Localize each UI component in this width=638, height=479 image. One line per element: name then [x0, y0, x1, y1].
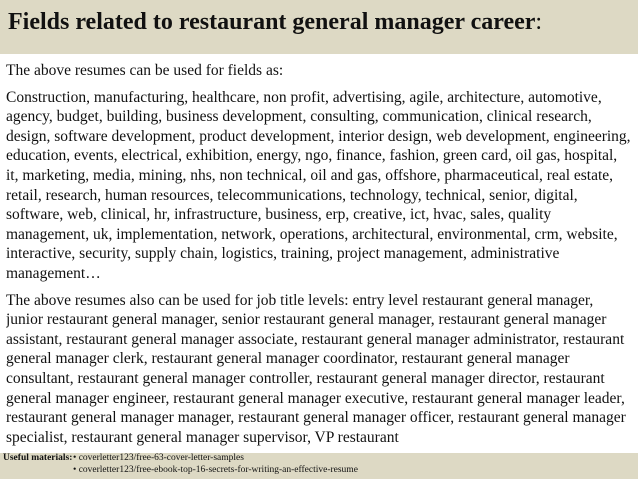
slide-body — [6, 61, 632, 453]
footer-row-1 — [3, 453, 638, 465]
intro-text: The above resumes can be used for fields as: — [6, 62, 284, 79]
job-levels-paragraph: The above resumes also can be used for job title levels: entry level restaurant general manager, junior restaurant general manager, senior restaurant general manager, restaurant general manager assistant, restaurant general manager associate, restaurant general manager administrator, restaurant general manager clerk, restaurant general manager coordinator, restaurant general manager consultant, restaurant general manager controller, restaurant general manager director, restaurant general manager engineer, restaurant general manager executive, restaurant general manager leader, restaurant general manager manager, restaurant general manager officer, restaurant general manager specialist, restaurant general manager supervisor, VP restaurant — [6, 291, 626, 446]
footer-link-cover-letter-samples[interactable]: • coverletter123/free-63-cover-letter-samples — [73, 453, 244, 463]
slide-title-colon: : — [535, 9, 543, 35]
footer-label-spacer — [3, 465, 73, 477]
footer-label: Useful materials: — [3, 453, 73, 463]
fields-paragraph: Construction, manufacturing, healthcare, non profit, advertising, agile, architecture, automotive, agency, budget, building, business development, consulting, communication, clinical research, design, software development, product development, interior design, web development, engineering, education, events, electrical, exhibition, energy, ngo, finance, fashion, green card, oil gas, hospital, it, marketing, media, mining, nhs, non technical, oil and gas, offshore, pharmaceutical, real estate, retail, research, human resources, telecommunications, technology, technical, senior, digital, software, web, clinical, hr, infrastructure, business, erp, creative, ict, hvac, sales, quality management, uk, implementation, network, operations, architectural, environmental, crm, website, interactive, security, supply chain, logistics, training, project management, administrative management… — [6, 88, 631, 282]
slide-title: Fields related to restaurant general manager career — [8, 9, 536, 35]
footer-bar — [0, 453, 638, 479]
footer-row-2 — [3, 465, 638, 477]
footer-link-resume-ebook[interactable]: • coverletter123/free-ebook-top-16-secrets-for-writing-an-effective-resume — [73, 464, 358, 475]
title-bar — [0, 0, 638, 54]
